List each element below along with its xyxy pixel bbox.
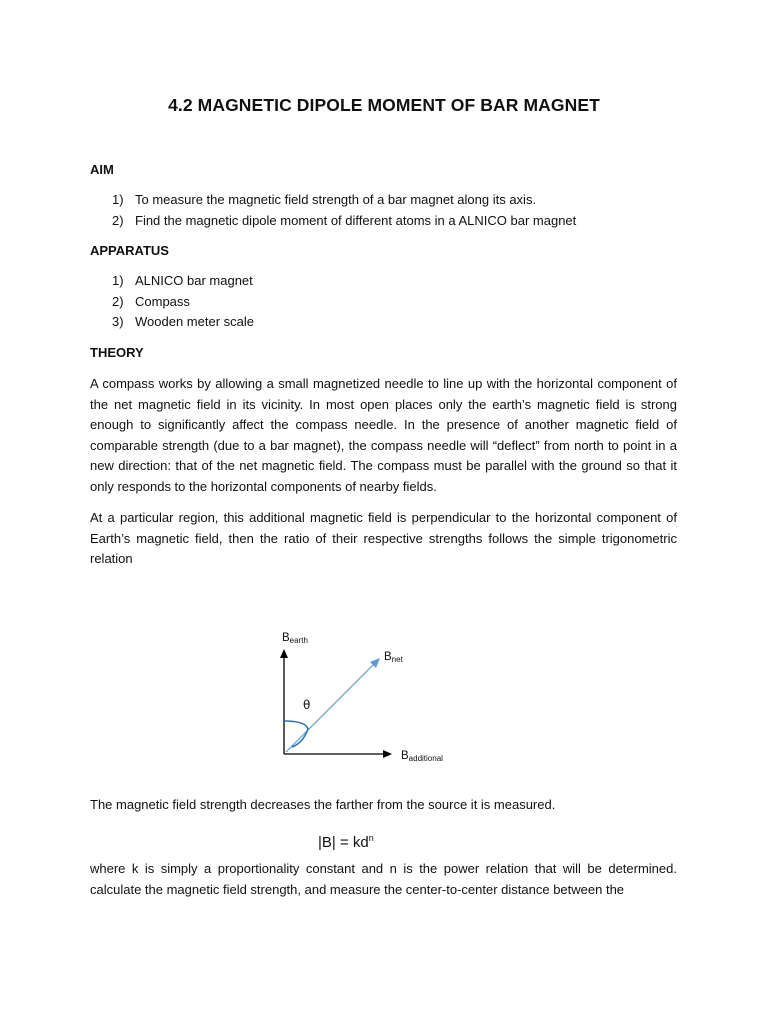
b-earth-sub: earth — [289, 636, 308, 645]
theory-heading: THEORY — [90, 345, 144, 360]
constants-paragraph: where k is simply a proportionality constant and n is the power relation that will be determined. calculate the magnetic field strength, and measure the center-to-center distance between the — [90, 861, 677, 897]
list-number: 2) — [112, 212, 124, 228]
b-net-sub: net — [391, 655, 403, 664]
b-net-label — [384, 651, 404, 664]
aim-heading: AIM — [90, 162, 114, 177]
horizontal-arrowhead — [383, 750, 392, 758]
theory-paragraph-2: At a particular region, this additional magnetic field is perpendicular to the horizontal component of Earth’s magnetic field, then the ratio of their respective strengths follows the simple trigonometric relation — [90, 510, 677, 567]
net-field-vector — [286, 664, 374, 752]
list-text: Wooden meter scale — [135, 314, 254, 329]
vector-diagram — [270, 625, 470, 770]
formula-base: |B| = kd — [318, 834, 369, 851]
list-text: Compass — [135, 293, 190, 309]
list-text: Find the magnetic dipole moment of different atoms in a ALNICO bar magnet — [135, 212, 577, 228]
theory-paragraph-1: A compass works by allowing a small magnetized needle to line up with the horizontal component of the net magnetic field in its vicinity. In most open places only the earth’s magnetic field is strong enough to significantly affect the compass needle. In the presence of another magnetic field of comparable strength (due to a bar magnet), the compass needle will “deflect” from north to point in a new direction: that of the net magnetic field. The compass must be parallel with the ground so that it only responds to the horizontal components of nearby fields. — [90, 376, 677, 494]
field-strength-paragraph: The magnetic field strength decreases the farther from the source it is measured. — [90, 797, 556, 812]
formula-exponent: n — [368, 833, 374, 843]
list-text: ALNICO bar magnet — [135, 273, 253, 288]
apparatus-item — [112, 292, 254, 313]
aim-item — [112, 190, 576, 211]
list-number: 3) — [112, 314, 124, 329]
list-number: 2) — [112, 293, 124, 309]
list-number: 1) — [112, 192, 124, 207]
page-title: 4.2 MAGNETIC DIPOLE MOMENT OF BAR MAGNET — [168, 95, 600, 115]
b-earth-main: B — [282, 632, 290, 644]
vertical-arrowhead — [280, 649, 288, 658]
b-additional-main: B — [401, 750, 409, 762]
field-formula — [318, 833, 374, 851]
list-text: To measure the magnetic field strength of a bar magnet along its axis. — [135, 192, 537, 207]
list-number: 1) — [112, 273, 124, 288]
apparatus-heading: APPARATUS — [90, 243, 169, 258]
b-additional-label — [401, 750, 443, 763]
apparatus-list — [112, 271, 254, 333]
b-net-main: B — [384, 651, 392, 663]
aim-item — [112, 211, 576, 232]
b-additional-sub: additional — [408, 754, 443, 763]
b-earth-label — [282, 632, 308, 645]
aim-list — [112, 190, 576, 231]
apparatus-item — [112, 312, 254, 333]
apparatus-item — [112, 271, 254, 292]
theta-label: θ — [303, 698, 311, 712]
